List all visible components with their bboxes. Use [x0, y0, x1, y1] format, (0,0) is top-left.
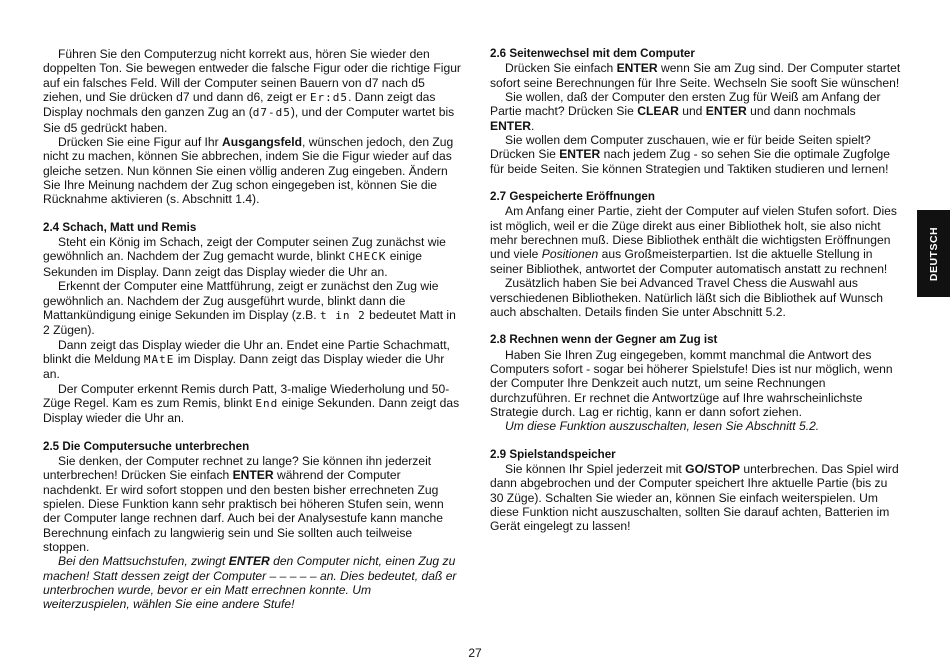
right-column	[490, 47, 902, 534]
paragraph: Der Computer erkennt Remis durch Patt, 3-malige Wiederholung und 50-Züge Regel. Kam es zum Remis, blinkt End einige Sekunden. Dann zeigt das Display wieder die Uhr an.	[43, 381, 460, 426]
paragraph: Erkennt der Computer eine Mattführung, zeigt er zunächst den Zug wie gewöhnlich an. Nachdem der Zug ausgeführt wurde, blinkt dann die Mattankündigung einige Sekunden im Display (z.B. t in 2 bedeutet Matt in 2 Zügen).	[43, 279, 456, 338]
section-heading: 2.8 Rechnen wenn der Gegner am Zug ist	[490, 333, 718, 347]
paragraph: Führen Sie den Computerzug nicht korrekt aus, hören Sie wieder den doppelten Ton. Sie bewegen entweder die falsche Figur oder die richtige Figur auf ein falsches Feld. Will der Computer seinen Bauern von d7 nach d5 ziehen, und Sie drücken d7 und dann d6, zeigt er Er:d5. Dann zeigt das Display nochmals den ganzen Zug an (d7-d5), und der Computer wartet bis Sie d5 gedrückt haben.	[43, 47, 461, 135]
paragraph: Drücken Sie eine Figur auf Ihr Ausgangsfeld, wünschen jedoch, den Zug nicht zu machen, können Sie abbrechen, indem Sie die Figur wieder auf das gleiche setzen. Nun können Sie einen völlig anderen Zug eingeben. Ändern Sie Ihre Meinung nachdem der Zug schon eingegeben ist, können Sie die Rücknahme aktivieren (s. Abschnitt 1.4).	[43, 135, 454, 207]
paragraph: Drücken Sie einfach ENTER wenn Sie am Zug sind. Der Computer startet sofort seine Berechnungen für Ihre Seite. Wechseln Sie sooft Sie wünschen!	[490, 61, 901, 90]
lcd-display-text: End	[255, 396, 279, 410]
paragraph: Am Anfang einer Partie, zieht der Computer auf vielen Stufen sofort. Dies ist möglich, weil er die Züge direkt aus einer Bibliothek holt, sie also nicht mehr berechnen muß. Diese Bibliothek enthält die wichtigsten Eröffnungen und viele Positionen aus Großmeisterpartien. Ist die aktuelle Stellung in seiner Bibliothek, antwortet der Computer automatisch anstatt zu rechnen!	[490, 204, 897, 276]
paragraph: Zusätzlich haben Sie bei Advanced Travel Chess die Auswahl aus verschiedenen Bibliotheken. Natürlich läßt sich die Bibliothek auf Wunsch auch abschalten. Details finden Sie unter Abschnitt 5.2.	[490, 276, 884, 319]
section-heading: 2.5 Die Computersuche unterbrechen	[43, 439, 250, 453]
lcd-display-text: MAtE	[143, 352, 175, 366]
lcd-display-text: d7-d5	[252, 106, 291, 120]
lcd-display-text: CHECK	[348, 250, 387, 264]
section-heading: 2.6 Seitenwechsel mit dem Computer	[490, 47, 695, 60]
section-heading: 2.4 Schach, Matt und Remis	[43, 220, 197, 234]
left-column	[43, 47, 461, 612]
paragraph: Sie wollen dem Computer zuschauen, wie er für beide Seiten spielt? Drücken Sie ENTER nach jedem Zug - so sehen Sie die optimale Zugfolge für beide Seiten. Sie können Strategien und Taktiken studieren und lernen!	[490, 133, 890, 176]
language-side-tab	[917, 210, 950, 297]
page-number: 27	[468, 646, 482, 660]
section-heading: 2.7 Gespeicherte Eröffnungen	[490, 190, 655, 204]
paragraph: Sie können Ihr Spiel jederzeit mit GO/STOP unterbrechen. Das Spiel wird dann abgebrochen und der Computer speichert Ihre aktuelle Partie (bis zu 30 Züge). Schalten Sie wieder an, können Sie einfach weiterspielen. Um diese Funktion nicht auszuschalten, sollten Sie darauf achten, Batterien im Gerät eingelegt zu lassen!	[490, 461, 899, 534]
paragraph: Sie wollen, daß der Computer den ersten Zug für Weiß am Anfang der Partie macht? Drücken Sie CLEAR und ENTER und dann nochmals ENTER.	[490, 90, 881, 133]
paragraph: Sie denken, der Computer rechnet zu lange? Sie können ihn jederzeit unterbrechen! Drücken Sie einfach ENTER während der Computer nachdenkt. Er wird sofort stoppen und den besten bisher errechneten Zug spielen. Diese Funktion kann sehr praktisch bei höheren Stufen sein, wenn der Computer lange rechnen darf. Auch bei der Analysestufe kann manche Berechnung einfach zu langwierig sein und Sie sollten auch teilweise stoppen.	[43, 453, 444, 554]
side-tab-label: DEUTSCH	[927, 226, 940, 281]
paragraph: Steht ein König im Schach, zeigt der Computer seinen Zug zunächst wie gewöhnlich an. Nachdem der Zug gemacht wurde, blinkt CHECK einige Sekunden im Display. Dann zeigt das Display wieder die Uhr an.	[43, 235, 446, 279]
italic-note: Um diese Funktion auszuschalten, lesen Sie Abschnitt 5.2.	[505, 419, 820, 434]
italic-note: Bei den Mattsuchstufen, zwingt ENTER den Computer nicht, einen Zug zu machen! Statt dessen zeigt der Computer – – – – – an. Dies bedeutet, daß er unterbrochen wurde, bevor er ein Matt errechnen konnte. Um weiterzuspielen, wählen Sie eine andere Stufe!	[43, 554, 457, 612]
lcd-display-text: t in 2	[319, 308, 366, 322]
section-heading: 2.9 Spielstandspeicher	[490, 447, 616, 461]
lcd-display-text: Er:d5	[309, 91, 349, 105]
paragraph: Haben Sie Ihren Zug eingegeben, kommt manchmal die Antwort des Computers sofort - sogar bei höherer Spielstufe! Dies ist nur möglich, wenn der Computer Ihre Denkzeit auch nutzt, um seine Rechnungen durchzuführen. Er rechnet die Antwortzüge auf Ihre wahrscheinlichste Strategie durch. Lag er richtig, kann er dann sofort ziehen.	[490, 347, 893, 419]
paragraph: Dann zeigt das Display wieder die Uhr an. Endet eine Partie Schachmatt, blinkt die Meldung MAtE im Display. Dann zeigt das Display wieder die Uhr an.	[43, 337, 450, 382]
